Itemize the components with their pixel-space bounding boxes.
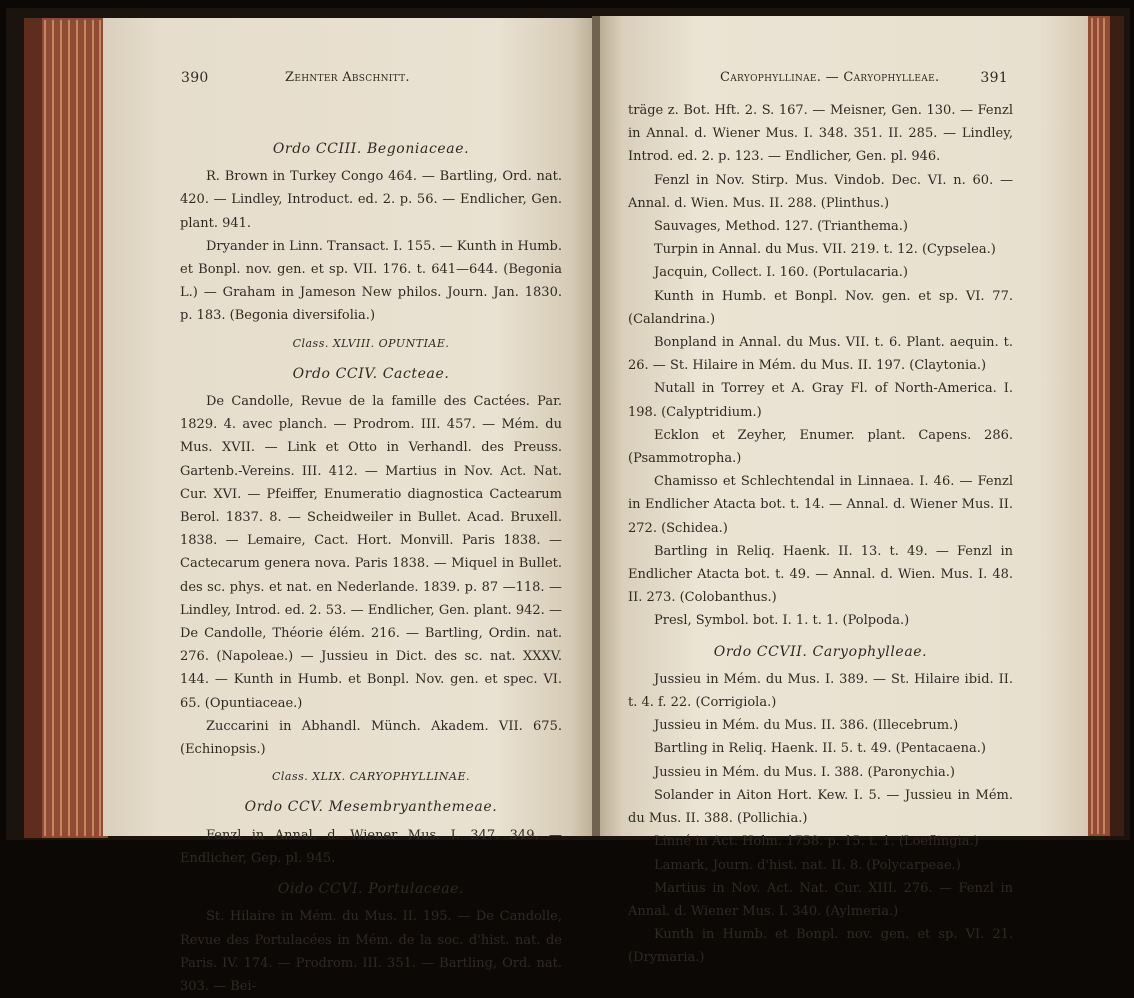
right-page-text xyxy=(628,99,1013,970)
entry-continuation: träge z. Bot. Hft. 2. S. 167. — Meisner, Gen. 130. — Fenzl in Annal. d. Wiener Mus. I. 348. 351. II. 285. — Lindley, Introd. ed. 2. p. 123. — Endlicher, Gen. pl. 946. xyxy=(628,103,1013,165)
ordo-heading: Ordo CCIV. Cacteae. xyxy=(292,365,450,382)
class-heading: Class. XLVIII. OPUNTIAE. xyxy=(292,336,450,350)
right-page xyxy=(598,0,1090,966)
bibliography-entry: Sauvages, Method. 127. (Trianthema.) xyxy=(654,219,908,235)
bibliography-entry: Kunth in Humb. et Bonpl. nov. gen. et sp. VI. 21. (Drymaria.) xyxy=(628,927,1013,966)
running-head-title: Zehnter Abschnitt. xyxy=(285,70,410,85)
page-number: 390 xyxy=(181,70,209,86)
bibliography-entry: Jussieu in Mém. du Mus. I. 389. — St. Hilaire ibid. II. t. 4. f. 22. (Corrigiola.) xyxy=(628,671,1013,711)
class-heading: Class. XLIX. CARYOPHYLLINAE. xyxy=(272,770,470,784)
right-running-head xyxy=(720,70,1008,85)
bibliography-entry: Bonpland in Annal. du Mus. VII. t. 6. Plant. aequin. t. 26. — St. Hilaire in Mém. du Mus. II. 197. (Claytonia.) xyxy=(628,335,1013,374)
bibliography-entry: Kunth in Humb. et Bonpl. Nov. gen. et sp. VI. 77. (Calandrina.) xyxy=(628,288,1013,327)
bibliography-entry: Linné in Act. Holm. 1758. p. 15. t. 1. (Loeflingia.) xyxy=(654,834,979,850)
bibliography-entry: Ecklon et Zeyher, Enumer. plant. Capens. 286. (Psammotropha.) xyxy=(628,427,1013,467)
left-page-text xyxy=(180,130,562,998)
bibliography-entry: R. Brown in Turkey Congo 464. — Bartling, Ord. nat. 420. — Lindley, Introduct. ed. 2. p. 56. — Endlicher, Gen. plant. 941. xyxy=(180,169,562,231)
bibliography-entry: Martius in Nov. Act. Nat. Cur. XIII. 276. — Fenzl in Annal. d. Wiener Mus. I. 340. (Aylmeria.) xyxy=(628,880,1013,919)
ordo-heading: Ordo CCIII. Begoniaceae. xyxy=(272,141,470,157)
bibliography-entry: Nutall in Torrey et A. Gray Fl. of North-America. I. 198. (Calyptridium.) xyxy=(628,381,1013,420)
ordo-heading: Oido CCVI. Portulaceae. xyxy=(277,881,465,898)
running-head-title: Caryophyllinae. — Caryophylleae. xyxy=(720,70,940,85)
bibliography-entry: Jacquin, Collect. I. 160. (Portulacaria.) xyxy=(654,265,908,281)
bibliography-entry: De Candolle, Revue de la famille des Cactées. Par. 1829. 4. avec planch. — Prodrom. III. 457. — Mém. du Mus. XVII. — Link et Otto in Verhandl. des Preuss. Gartenb.-Vereins. III. 412. — Martius in Nov. Act. Nat. Cur. XVI. — Pfeiffer, Enumeratio diagnostica Cactearum Berol. 1837. 8. — Scheidweiler in Bullet. Acad. Bruxell. 1838. — Lemaire, Cact. Hort. Monvill. Paris 1838. — Cactecarum genera nova. Paris 1838. — Miquel in Bullet. des sc. phys. et nat. en Nederlande. 1839. p. 87 —118. — Lindley, Introd. ed. 2. 53. — Endlicher, Gen. plant. 942. — De Candolle, Théorie élém. 216. — Bartling, Ordin. nat. 276. (Napoleae.) — Jussieu in Dict. des sc. nat. XXXV. 144. — Kunth in Humb. et Bonpl. Nov. gen. et spec. VI. 65. (Opuntiaceae.) xyxy=(180,394,562,711)
ordo-heading: Ordo CCV. Mesembryanthemeae. xyxy=(244,799,498,816)
left-running-head xyxy=(181,70,561,86)
ordo-heading: Ordo CCVII. Caryophylleae. xyxy=(713,643,928,660)
bibliography-entry: Lamark, Journ. d'hist. nat. II. 8. (Polycarpeae.) xyxy=(654,857,961,873)
bibliography-entry: St. Hilaire in Mém. du Mus. II. 195. — De Candolle, Revue des Portulacées in Mém. de la soc. d'hist. nat. de Paris. IV. 174. — Prodrom. III. 351. — Bartling, Ord. nat. 303. — Bei- xyxy=(180,909,562,994)
bibliography-entry: Jussieu in Mém. du Mus. I. 388. (Paronychia.) xyxy=(654,764,955,780)
bibliography-entry: Turpin in Annal. du Mus. VII. 219. t. 12. (Cypselea.) xyxy=(654,242,996,258)
bibliography-entry: Dryander in Linn. Transact. I. 155. — Kunth in Humb. et Bonpl. nov. gen. et sp. VII. 176. t. 641—644. (Begonia L.) — Graham in Jameson New philos. Journ. Jan. 1830. p. 183. (Begonia diversifolia.) xyxy=(180,238,562,324)
page-number: 391 xyxy=(980,70,1008,86)
bibliography-entry: Zuccarini in Abhandl. Münch. Akadem. VII. 675. (Echinopsis.) xyxy=(180,718,562,758)
bibliography-entry: Solander in Aiton Hort. Kew. I. 5. — Jussieu in Mém. du Mus. II. 388. (Pollichia.) xyxy=(628,787,1013,827)
bibliography-entry: Presl, Symbol. bot. I. 1. t. 1. (Polpoda.) xyxy=(654,613,910,629)
bibliography-entry: Fenzl in Annal. d. Wiener Mus. I. 347. 349. — Endlicher, Gep. pl. 945. xyxy=(180,827,562,866)
bibliography-entry: Jussieu in Mém. du Mus. II. 386. (Illecebrum.) xyxy=(654,718,959,734)
bibliography-entry: Chamisso et Schlechtendal in Linnaea. I. 46. — Fenzl in Endlicher Atacta bot. t. 14. — Annal. d. Wiener Mus. II. 272. (Schidea.) xyxy=(628,474,1013,536)
bibliography-entry: Bartling in Reliq. Haenk. II. 5. t. 49. (Pentacaena.) xyxy=(654,741,986,757)
left-page xyxy=(103,0,598,994)
bibliography-entry: Fenzl in Nov. Stirp. Mus. Vindob. Dec. VI. n. 60. — Annal. d. Wien. Mus. II. 288. (Plinthus.) xyxy=(628,172,1013,211)
bibliography-entry: Bartling in Reliq. Haenk. II. 13. t. 49. — Fenzl in Endlicher Atacta bot. t. 49. — Annal. d. Wien. Mus. I. 48. II. 273. (Colobanthus.) xyxy=(628,543,1013,606)
